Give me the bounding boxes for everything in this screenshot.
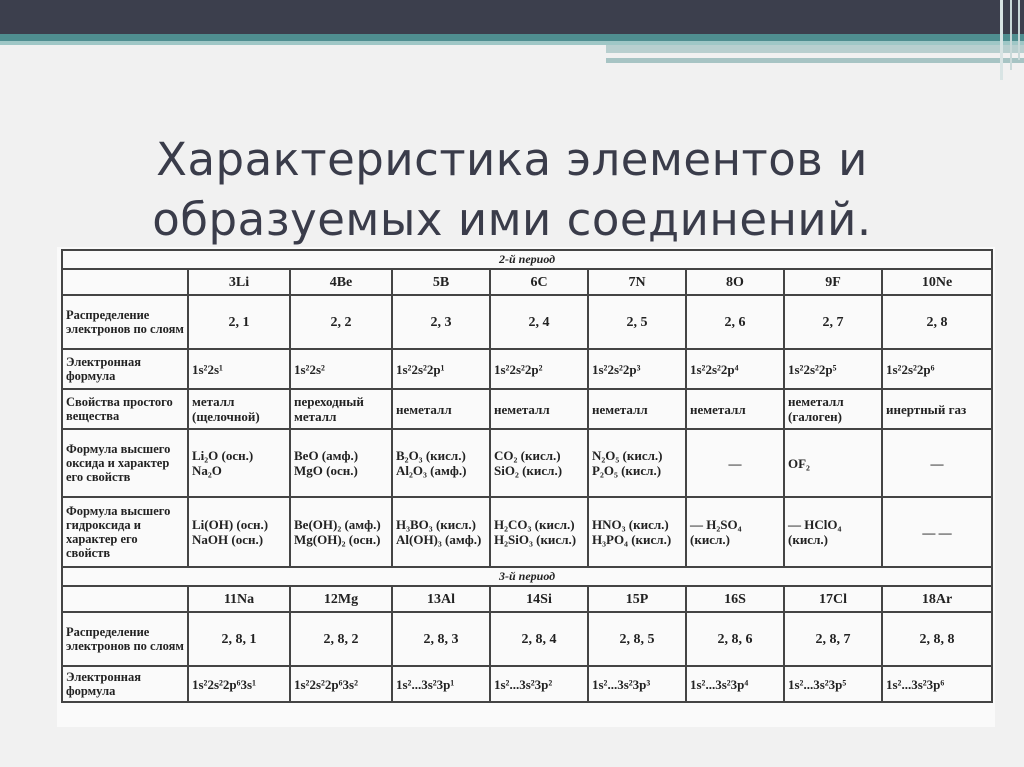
table-cell: 2, 6 bbox=[686, 295, 784, 349]
decor-line bbox=[1010, 0, 1012, 70]
table-cell: BeO (амф.) MgO (осн.) bbox=[290, 429, 392, 497]
table-cell: 1s²2s²2p⁶3s¹ bbox=[188, 666, 290, 702]
table-cell: 2, 8 bbox=[882, 295, 992, 349]
period2-properties-row bbox=[62, 389, 992, 429]
table-cell: 2, 4 bbox=[490, 295, 588, 349]
table-cell: — bbox=[686, 429, 784, 497]
table-cell: Li(OH) (осн.) NaOH (осн.) bbox=[188, 497, 290, 567]
table-cell: H₂CO₃ (кисл.) H₂SiO₃ (кисл.) bbox=[490, 497, 588, 567]
period2-distribution-row bbox=[62, 295, 992, 349]
table-cell: 1s²2s²2p¹ bbox=[392, 349, 490, 389]
elements-table bbox=[61, 249, 993, 703]
elements-table-image bbox=[57, 247, 995, 727]
element-cell: 10Ne bbox=[882, 269, 992, 295]
table-cell: неметалл bbox=[490, 389, 588, 429]
table-cell: инертный газ bbox=[882, 389, 992, 429]
period3-distribution-row bbox=[62, 612, 992, 666]
table-cell: 2, 8, 5 bbox=[588, 612, 686, 666]
header-accent-stripe bbox=[0, 34, 1024, 41]
table-cell: неметалл bbox=[588, 389, 686, 429]
table-cell: 2, 8, 2 bbox=[290, 612, 392, 666]
row-label: Электронная формула bbox=[62, 666, 188, 702]
table-cell: 1s²...3s²3p² bbox=[490, 666, 588, 702]
empty-cell bbox=[62, 586, 188, 612]
table-cell: — H₂SO₄ (кисл.) bbox=[686, 497, 784, 567]
row-label: Распределение электронов по слоям bbox=[62, 295, 188, 349]
element-cell: 12Mg bbox=[290, 586, 392, 612]
slide-title-line1: Характеристика элементов и bbox=[156, 133, 868, 186]
element-cell: 6C bbox=[490, 269, 588, 295]
element-cell: 9F bbox=[784, 269, 882, 295]
table-cell: — — bbox=[882, 497, 992, 567]
decor-line bbox=[1018, 0, 1020, 60]
element-cell: 15P bbox=[588, 586, 686, 612]
table-cell: 1s²...3s²3p¹ bbox=[392, 666, 490, 702]
element-cell: 14Si bbox=[490, 586, 588, 612]
table-cell: 2, 8, 8 bbox=[882, 612, 992, 666]
period2-elements-row bbox=[62, 269, 992, 295]
table-cell: B₂O₃ (кисл.) Al₂O₃ (амф.) bbox=[392, 429, 490, 497]
table-cell: 1s²2s¹ bbox=[188, 349, 290, 389]
table-cell: Be(OH)₂ (амф.) Mg(OH)₂ (осн.) bbox=[290, 497, 392, 567]
decor-line bbox=[1000, 0, 1003, 80]
table-cell: 1s²2s²2p⁴ bbox=[686, 349, 784, 389]
row-label: Электронная формула bbox=[62, 349, 188, 389]
period2-formula-row bbox=[62, 349, 992, 389]
element-cell: 18Ar bbox=[882, 586, 992, 612]
element-cell: 11Na bbox=[188, 586, 290, 612]
table-cell: 2, 8, 1 bbox=[188, 612, 290, 666]
table-cell: 1s²...3s²3p³ bbox=[588, 666, 686, 702]
element-cell: 13Al bbox=[392, 586, 490, 612]
table-cell: 2, 8, 6 bbox=[686, 612, 784, 666]
table-cell: неметалл (галоген) bbox=[784, 389, 882, 429]
slide-title-line2: образуемых ими соединений. bbox=[152, 193, 872, 246]
table-cell: 2, 5 bbox=[588, 295, 686, 349]
table-cell: — bbox=[882, 429, 992, 497]
table-cell: — HClO₄ (кисл.) bbox=[784, 497, 882, 567]
element-cell: 3Li bbox=[188, 269, 290, 295]
period3-elements-row bbox=[62, 586, 992, 612]
period2-hydroxide-row bbox=[62, 497, 992, 567]
element-cell: 4Be bbox=[290, 269, 392, 295]
table-cell: неметалл bbox=[392, 389, 490, 429]
table-cell: 2, 2 bbox=[290, 295, 392, 349]
table-cell: неметалл bbox=[686, 389, 784, 429]
period3-label: 3-й период bbox=[62, 567, 992, 586]
table-cell: металл (щелочной) bbox=[188, 389, 290, 429]
table-cell: CO₂ (кисл.) SiO₂ (кисл.) bbox=[490, 429, 588, 497]
header-right-stripe-thin bbox=[606, 58, 1024, 63]
row-label: Свойства простого вещества bbox=[62, 389, 188, 429]
table-cell: 1s²2s²2p² bbox=[490, 349, 588, 389]
table-cell: 2, 8, 3 bbox=[392, 612, 490, 666]
table-cell: 1s²2s²2p⁶ bbox=[882, 349, 992, 389]
table-cell: OF₂ bbox=[784, 429, 882, 497]
table-cell: N₂O₅ (кисл.) P₂O₅ (кисл.) bbox=[588, 429, 686, 497]
element-cell: 16S bbox=[686, 586, 784, 612]
table-cell: 2, 1 bbox=[188, 295, 290, 349]
table-cell: 1s²2s²2p⁶3s² bbox=[290, 666, 392, 702]
table-cell: переходный металл bbox=[290, 389, 392, 429]
row-label: Формула высшего гидроксида и характер его свойств bbox=[62, 497, 188, 567]
table-cell: Li₂O (осн.) Na₂O bbox=[188, 429, 290, 497]
row-label: Формула высшего оксида и характер его свойств bbox=[62, 429, 188, 497]
period3-header-row bbox=[62, 567, 992, 586]
row-label: Распределение электронов по слоям bbox=[62, 612, 188, 666]
element-cell: 17Cl bbox=[784, 586, 882, 612]
table-cell: H₃BO₃ (кисл.) Al(OH)₃ (амф.) bbox=[392, 497, 490, 567]
table-cell: HNO₃ (кисл.) H₃PO₄ (кисл.) bbox=[588, 497, 686, 567]
table-cell: 2, 8, 4 bbox=[490, 612, 588, 666]
table-cell: 1s²2s²2p⁵ bbox=[784, 349, 882, 389]
element-cell: 7N bbox=[588, 269, 686, 295]
table-cell: 1s²2s²2p³ bbox=[588, 349, 686, 389]
table-cell: 1s²2s² bbox=[290, 349, 392, 389]
element-cell: 8O bbox=[686, 269, 784, 295]
table-cell: 1s²...3s²3p⁵ bbox=[784, 666, 882, 702]
table-cell: 1s²...3s²3p⁴ bbox=[686, 666, 784, 702]
period2-oxide-row bbox=[62, 429, 992, 497]
header-right-stripe bbox=[606, 45, 1024, 53]
slide-header-bar bbox=[0, 0, 1024, 34]
empty-cell bbox=[62, 269, 188, 295]
table-cell: 2, 8, 7 bbox=[784, 612, 882, 666]
table-cell: 2, 7 bbox=[784, 295, 882, 349]
slide-title bbox=[0, 130, 1024, 250]
period3-formula-row bbox=[62, 666, 992, 702]
period2-header-row bbox=[62, 250, 992, 269]
element-cell: 5B bbox=[392, 269, 490, 295]
table-cell: 1s²...3s²3p⁶ bbox=[882, 666, 992, 702]
period2-label: 2-й период bbox=[62, 250, 992, 269]
table-cell: 2, 3 bbox=[392, 295, 490, 349]
